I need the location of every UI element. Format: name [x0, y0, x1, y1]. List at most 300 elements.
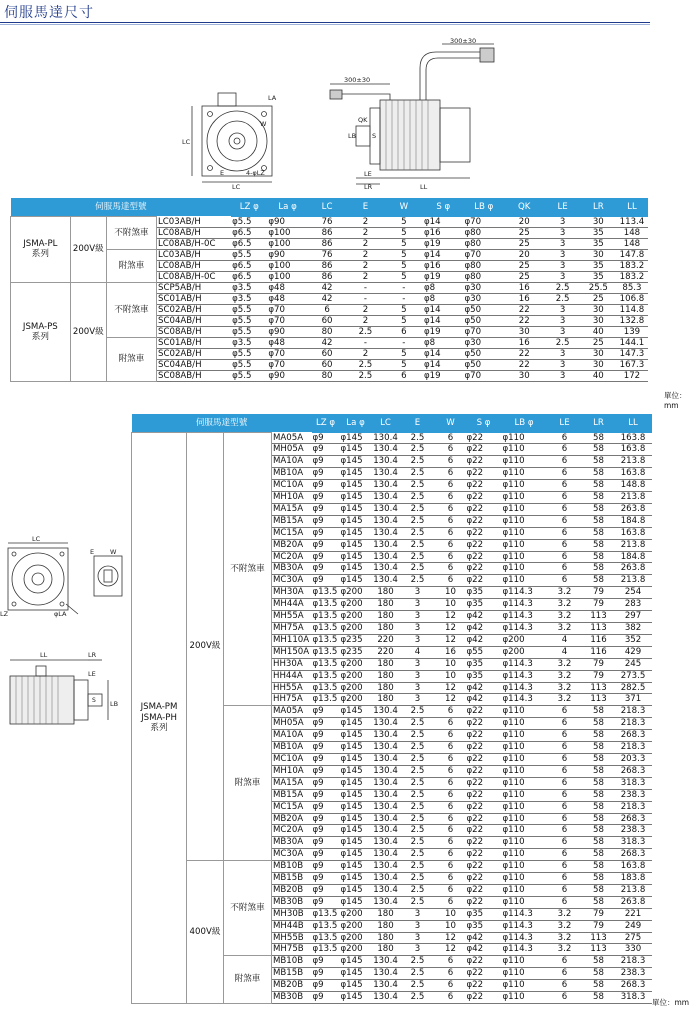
value-cell: φ9 — [312, 539, 340, 551]
series-group-pm-ph — [132, 433, 187, 1004]
value-cell: 2.5 — [346, 370, 384, 381]
value-cell: φ9 — [312, 992, 340, 1004]
value-cell: φ110 — [502, 813, 547, 825]
value-cell: 6 — [436, 433, 466, 444]
value-cell: 218.3 — [615, 718, 652, 730]
value-cell: φ114.3 — [502, 694, 547, 706]
value-cell: 2.5 — [400, 551, 436, 563]
value-cell: 130.4 — [373, 468, 398, 479]
table1-header-model: 伺服馬達型號 — [11, 198, 232, 217]
value-cell: 3 — [400, 587, 436, 599]
value-cell: 6 — [547, 777, 583, 789]
value-cell: 60 — [308, 348, 346, 359]
value-cell: φ145 — [340, 527, 372, 539]
value-cell: φ9 — [312, 968, 340, 980]
value-cell: φ22 — [466, 861, 502, 873]
value-cell: φ13.5 — [312, 944, 340, 956]
value-cell: φ6.5 — [231, 271, 267, 282]
value-cell: 6 — [547, 515, 583, 527]
value-cell: 2.5 — [400, 873, 436, 885]
value-cell: 148 — [616, 238, 648, 249]
value-cell: 80 — [308, 370, 346, 381]
dim-w-label: W — [260, 120, 267, 128]
value-cell: 167.3 — [616, 359, 648, 370]
value-cell: 130.4 — [373, 873, 398, 884]
value-cell: φ9 — [312, 563, 340, 575]
value-cell: 6 — [436, 873, 466, 885]
model-cell: MA10A — [272, 730, 312, 742]
value-cell: 3 — [545, 249, 581, 260]
value-cell: 2.5 — [400, 837, 436, 849]
value-cell: 180 — [372, 623, 400, 635]
value-cell: φ70 — [267, 348, 308, 359]
value-cell: 3 — [400, 908, 436, 920]
value-cell: φ90 — [267, 370, 308, 381]
value-cell: 58 — [583, 575, 615, 587]
value-cell: 3 — [400, 623, 436, 635]
value-cell: φ114.3 — [502, 599, 547, 611]
value-cell: 180 — [372, 587, 400, 599]
value-cell: 58 — [583, 992, 615, 1004]
value-cell: 6 — [547, 718, 583, 730]
value-cell: 113 — [583, 944, 615, 956]
value-cell: 148.8 — [615, 480, 652, 492]
value-cell: φ145 — [340, 539, 372, 551]
value-cell: 6 — [436, 492, 466, 504]
value-cell: 213.8 — [615, 539, 652, 551]
value-cell: φ200 — [340, 920, 372, 932]
value-cell: 130.4 — [373, 992, 398, 1003]
value-cell: φ42 — [466, 944, 502, 956]
value-cell: 22 — [504, 348, 545, 359]
value-cell: 6 — [436, 718, 466, 730]
model-cell: MC15A — [272, 527, 312, 539]
value-cell: 5 — [385, 238, 423, 249]
value-cell: 130.4 — [373, 968, 398, 979]
value-cell: φ22 — [466, 980, 502, 992]
value-cell: 58 — [583, 861, 615, 873]
table-jsma-pm-ph — [131, 414, 652, 1004]
value-cell: φ80 — [464, 260, 505, 271]
value-cell: φ22 — [466, 789, 502, 801]
value-cell: 130.4 — [373, 801, 398, 812]
value-cell: φ35 — [466, 920, 502, 932]
value-cell: 79 — [583, 908, 615, 920]
value-cell: - — [346, 293, 384, 304]
value-cell: φ14 — [423, 359, 464, 370]
value-cell: φ145 — [340, 503, 372, 515]
value-cell: φ9 — [312, 873, 340, 885]
series-name-2: JSMA-PH — [141, 712, 177, 723]
value-cell: 3 — [545, 370, 581, 381]
brake-group-with: 附煞車 — [106, 337, 156, 381]
dim-lc-side-label: LC — [182, 138, 191, 146]
value-cell: 184.8 — [615, 551, 652, 563]
value-cell: 58 — [583, 873, 615, 885]
value-cell: φ13.5 — [312, 599, 340, 611]
value-cell: φ3.5 — [231, 293, 267, 304]
value-cell: 3 — [400, 634, 436, 646]
value-cell: 4 — [547, 634, 583, 646]
value-cell: 130.4 — [373, 730, 398, 741]
value-cell: 6 — [547, 765, 583, 777]
value-cell: 2.5 — [545, 337, 581, 348]
value-cell: 130.4 — [373, 456, 398, 467]
value-cell: φ110 — [502, 742, 547, 754]
model-cell: LC08AB/H — [157, 260, 232, 271]
value-cell: 180 — [372, 611, 400, 623]
value-cell: φ9 — [312, 444, 340, 456]
value-cell: φ9 — [312, 433, 340, 444]
value-cell: 263.8 — [615, 896, 652, 908]
value-cell: 42 — [308, 282, 346, 293]
value-cell: φ9 — [312, 551, 340, 563]
value-cell: φ9 — [312, 980, 340, 992]
value-cell: 30 — [581, 359, 616, 370]
value-cell: φ110 — [502, 837, 547, 849]
value-cell: φ200 — [502, 634, 547, 646]
value-cell: 130.4 — [373, 896, 398, 907]
value-cell: 213.8 — [615, 492, 652, 504]
value-cell: φ13.5 — [312, 623, 340, 635]
model-cell: MH10A — [272, 765, 312, 777]
value-cell: φ3.5 — [231, 282, 267, 293]
value-cell: φ110 — [502, 718, 547, 730]
value-cell: φ110 — [502, 801, 547, 813]
series-name: JSMA-PS — [22, 321, 58, 332]
value-cell: 6 — [436, 980, 466, 992]
value-cell: φ22 — [466, 825, 502, 837]
value-cell: 218.3 — [615, 742, 652, 754]
value-cell: 130.4 — [373, 789, 398, 800]
value-cell: φ70 — [464, 217, 505, 228]
value-cell: 238.3 — [615, 825, 652, 837]
value-cell: φ22 — [466, 444, 502, 456]
voltage-group-200v: 200V級 — [187, 433, 224, 861]
value-cell: 30 — [581, 304, 616, 315]
value-cell: φ200 — [340, 587, 372, 599]
model-cell: MB20B — [272, 884, 312, 896]
value-cell: 6 — [547, 849, 583, 861]
value-cell: 6 — [547, 956, 583, 968]
value-cell: 2.5 — [400, 753, 436, 765]
value-cell: 2.5 — [346, 326, 384, 337]
value-cell: 130.4 — [373, 837, 398, 848]
value-cell: 3 — [545, 326, 581, 337]
value-cell: φ6.5 — [231, 227, 267, 238]
value-cell: 58 — [583, 503, 615, 515]
value-cell: 6 — [436, 837, 466, 849]
value-cell: 35 — [581, 238, 616, 249]
value-cell: 2.5 — [400, 730, 436, 742]
brake-group-none: 不附煞車 — [224, 861, 272, 956]
value-cell: 6 — [547, 480, 583, 492]
value-cell: φ22 — [466, 753, 502, 765]
value-cell: 220 — [372, 634, 400, 646]
value-cell: 2 — [346, 348, 384, 359]
value-cell: φ19 — [423, 238, 464, 249]
value-cell: 6 — [547, 456, 583, 468]
value-cell: 58 — [583, 468, 615, 480]
model-cell: SC08AB/H — [157, 326, 232, 337]
value-cell: 2.5 — [400, 777, 436, 789]
brake-group-none: 不附煞車 — [106, 217, 156, 250]
value-cell: 163.8 — [615, 468, 652, 480]
value-cell: 6 — [547, 551, 583, 563]
value-cell: φ110 — [502, 873, 547, 885]
value-cell: 12 — [436, 623, 466, 635]
series-suffix: 系列 — [31, 249, 49, 260]
value-cell: φ9 — [312, 730, 340, 742]
value-cell: 382 — [615, 623, 652, 635]
value-cell: φ145 — [340, 968, 372, 980]
value-cell: 58 — [583, 706, 615, 718]
value-cell: 58 — [583, 456, 615, 468]
value-cell: 3 — [545, 271, 581, 282]
model-cell: MC30A — [272, 849, 312, 861]
model-cell: HH30A — [272, 658, 312, 670]
dim-le-label: LE — [364, 170, 372, 178]
value-cell: φ13.5 — [312, 908, 340, 920]
value-cell: 58 — [583, 968, 615, 980]
value-cell: φ22 — [466, 956, 502, 968]
value-cell: 22 — [504, 304, 545, 315]
value-cell: 263.8 — [615, 563, 652, 575]
dim-s-label: S — [372, 132, 377, 140]
value-cell: φ42 — [466, 623, 502, 635]
value-cell: 2.5 — [400, 789, 436, 801]
value-cell: φ22 — [466, 527, 502, 539]
value-cell: φ145 — [340, 825, 372, 837]
value-cell: φ110 — [502, 789, 547, 801]
series-name: JSMA-PM — [140, 701, 178, 712]
value-cell: 180 — [372, 932, 400, 944]
value-cell: φ35 — [466, 908, 502, 920]
value-cell: φ8 — [423, 293, 464, 304]
table1-header-lb: LB φ — [464, 198, 505, 217]
value-cell: 58 — [583, 433, 615, 444]
value-cell: 3 — [545, 348, 581, 359]
model-cell: MH05A — [272, 444, 312, 456]
value-cell: 12 — [436, 682, 466, 694]
value-cell: 2.5 — [400, 575, 436, 587]
value-cell: 130.4 — [373, 718, 398, 729]
value-cell: φ70 — [267, 315, 308, 326]
value-cell: 6 — [436, 861, 466, 873]
model-cell: MA10A — [272, 456, 312, 468]
value-cell: 58 — [583, 765, 615, 777]
value-cell: φ145 — [340, 444, 372, 456]
value-cell: 6 — [547, 825, 583, 837]
value-cell: φ13.5 — [312, 611, 340, 623]
table2-header-lz: LZ φ — [312, 414, 340, 433]
value-cell: φ9 — [312, 503, 340, 515]
value-cell: 6 — [547, 813, 583, 825]
value-cell: φ5.5 — [231, 217, 267, 228]
value-cell: 3.2 — [547, 932, 583, 944]
value-cell: 58 — [583, 849, 615, 861]
value-cell: 2.5 — [400, 527, 436, 539]
table2-header-le: LE — [547, 414, 583, 433]
value-cell: 76 — [308, 217, 346, 228]
value-cell: 254 — [615, 587, 652, 599]
value-cell: 2.5 — [400, 433, 436, 444]
value-cell: 238.3 — [615, 789, 652, 801]
page-title: 伺服馬達尺寸 — [4, 5, 94, 21]
value-cell: 60 — [308, 315, 346, 326]
value-cell: 58 — [583, 777, 615, 789]
value-cell: φ114.3 — [502, 944, 547, 956]
value-cell: 2.5 — [400, 801, 436, 813]
model-cell: MB15B — [272, 968, 312, 980]
value-cell: 6 — [308, 304, 346, 315]
value-cell: 3.2 — [547, 920, 583, 932]
value-cell: 2 — [346, 304, 384, 315]
value-cell: φ50 — [464, 315, 505, 326]
value-cell: φ110 — [502, 492, 547, 504]
value-cell: 6 — [436, 992, 466, 1004]
value-cell: φ48 — [267, 337, 308, 348]
value-cell: φ145 — [340, 849, 372, 861]
dim-qk-label: QK — [358, 116, 368, 124]
value-cell: 130.4 — [373, 825, 398, 836]
value-cell: φ145 — [340, 980, 372, 992]
value-cell: 12 — [436, 634, 466, 646]
model-cell: MH110A — [272, 634, 312, 646]
value-cell: 58 — [583, 480, 615, 492]
value-cell: φ5.5 — [231, 326, 267, 337]
value-cell: φ50 — [464, 304, 505, 315]
value-cell: φ14 — [423, 304, 464, 315]
value-cell: 2.5 — [346, 359, 384, 370]
title-underline — [0, 22, 650, 23]
value-cell: 40 — [581, 370, 616, 381]
value-cell: 2.5 — [400, 825, 436, 837]
value-cell: 130.4 — [373, 849, 398, 860]
model-cell: MH75B — [272, 944, 312, 956]
value-cell: φ110 — [502, 503, 547, 515]
value-cell: 238.3 — [615, 968, 652, 980]
dim-e-label: E — [220, 169, 225, 177]
value-cell: 3 — [545, 217, 581, 228]
series-suffix: 系列 — [150, 723, 168, 734]
value-cell: φ235 — [340, 634, 372, 646]
value-cell: φ5.5 — [231, 370, 267, 381]
value-cell: 130.4 — [373, 503, 398, 514]
model-cell: SC08AB/H — [157, 370, 232, 381]
value-cell: φ114.3 — [502, 611, 547, 623]
value-cell: 371 — [615, 694, 652, 706]
model-cell: MB30B — [272, 896, 312, 908]
value-cell: φ22 — [466, 873, 502, 885]
value-cell: φ110 — [502, 515, 547, 527]
model-cell: MH10A — [272, 492, 312, 504]
dim-lr-label: LR — [364, 183, 373, 190]
value-cell: φ9 — [312, 849, 340, 861]
value-cell: φ9 — [312, 765, 340, 777]
value-cell: 180 — [372, 944, 400, 956]
value-cell: 180 — [372, 908, 400, 920]
value-cell: 330 — [615, 944, 652, 956]
value-cell: φ16 — [423, 260, 464, 271]
title-underline-light — [0, 24, 650, 25]
value-cell: φ22 — [466, 468, 502, 480]
value-cell: 113 — [583, 682, 615, 694]
model-cell: HH55A — [272, 682, 312, 694]
value-cell: φ35 — [466, 658, 502, 670]
value-cell: 2.5 — [400, 980, 436, 992]
value-cell: 6 — [547, 896, 583, 908]
value-cell: φ22 — [466, 896, 502, 908]
value-cell: 3 — [400, 682, 436, 694]
model-cell: MA05A — [272, 433, 312, 444]
model-cell: MC15A — [272, 801, 312, 813]
value-cell: 86 — [308, 227, 346, 238]
value-cell: 6 — [436, 956, 466, 968]
brake-group-with: 附煞車 — [224, 956, 272, 1004]
dim-cable2-label: 300±30 — [450, 38, 477, 45]
value-cell: φ5.5 — [231, 304, 267, 315]
value-cell: φ110 — [502, 956, 547, 968]
value-cell: 2.5 — [545, 282, 581, 293]
value-cell: 6 — [436, 527, 466, 539]
value-cell: φ42 — [466, 682, 502, 694]
side-dim-la-label: φLA — [54, 610, 67, 618]
model-cell: MH05A — [272, 718, 312, 730]
value-cell: 6 — [436, 884, 466, 896]
value-cell: 6 — [547, 730, 583, 742]
value-cell: 12 — [436, 932, 466, 944]
value-cell: φ200 — [340, 611, 372, 623]
value-cell: 180 — [372, 682, 400, 694]
value-cell: φ55 — [466, 646, 502, 658]
value-cell: 130.4 — [373, 480, 398, 491]
model-cell: MB10B — [272, 956, 312, 968]
value-cell: 10 — [436, 920, 466, 932]
value-cell: 30 — [504, 326, 545, 337]
value-cell: φ200 — [340, 944, 372, 956]
value-cell: 268.3 — [615, 849, 652, 861]
value-cell: 6 — [436, 801, 466, 813]
value-cell: φ22 — [466, 801, 502, 813]
value-cell: φ110 — [502, 753, 547, 765]
value-cell: φ200 — [340, 599, 372, 611]
value-cell: 268.3 — [615, 813, 652, 825]
value-cell: 79 — [583, 587, 615, 599]
value-cell: 144.1 — [616, 337, 648, 348]
value-cell: 6 — [547, 861, 583, 873]
value-cell: 80 — [308, 326, 346, 337]
model-cell: MB10A — [272, 742, 312, 754]
value-cell: 429 — [615, 646, 652, 658]
model-cell: SC01AB/H — [157, 293, 232, 304]
value-cell: φ114.3 — [502, 682, 547, 694]
value-cell: 3 — [400, 694, 436, 706]
value-cell: 130.4 — [373, 563, 398, 574]
value-cell: φ145 — [340, 992, 372, 1004]
value-cell: 3 — [400, 944, 436, 956]
value-cell: 213.8 — [615, 456, 652, 468]
value-cell: 218.3 — [615, 956, 652, 968]
value-cell: 60 — [308, 359, 346, 370]
value-cell: φ5.5 — [231, 359, 267, 370]
value-cell: 6 — [547, 706, 583, 718]
value-cell: - — [346, 337, 384, 348]
value-cell: φ5.5 — [231, 348, 267, 359]
value-cell: 213.8 — [615, 884, 652, 896]
value-cell: 268.3 — [615, 980, 652, 992]
value-cell: φ114.3 — [502, 623, 547, 635]
